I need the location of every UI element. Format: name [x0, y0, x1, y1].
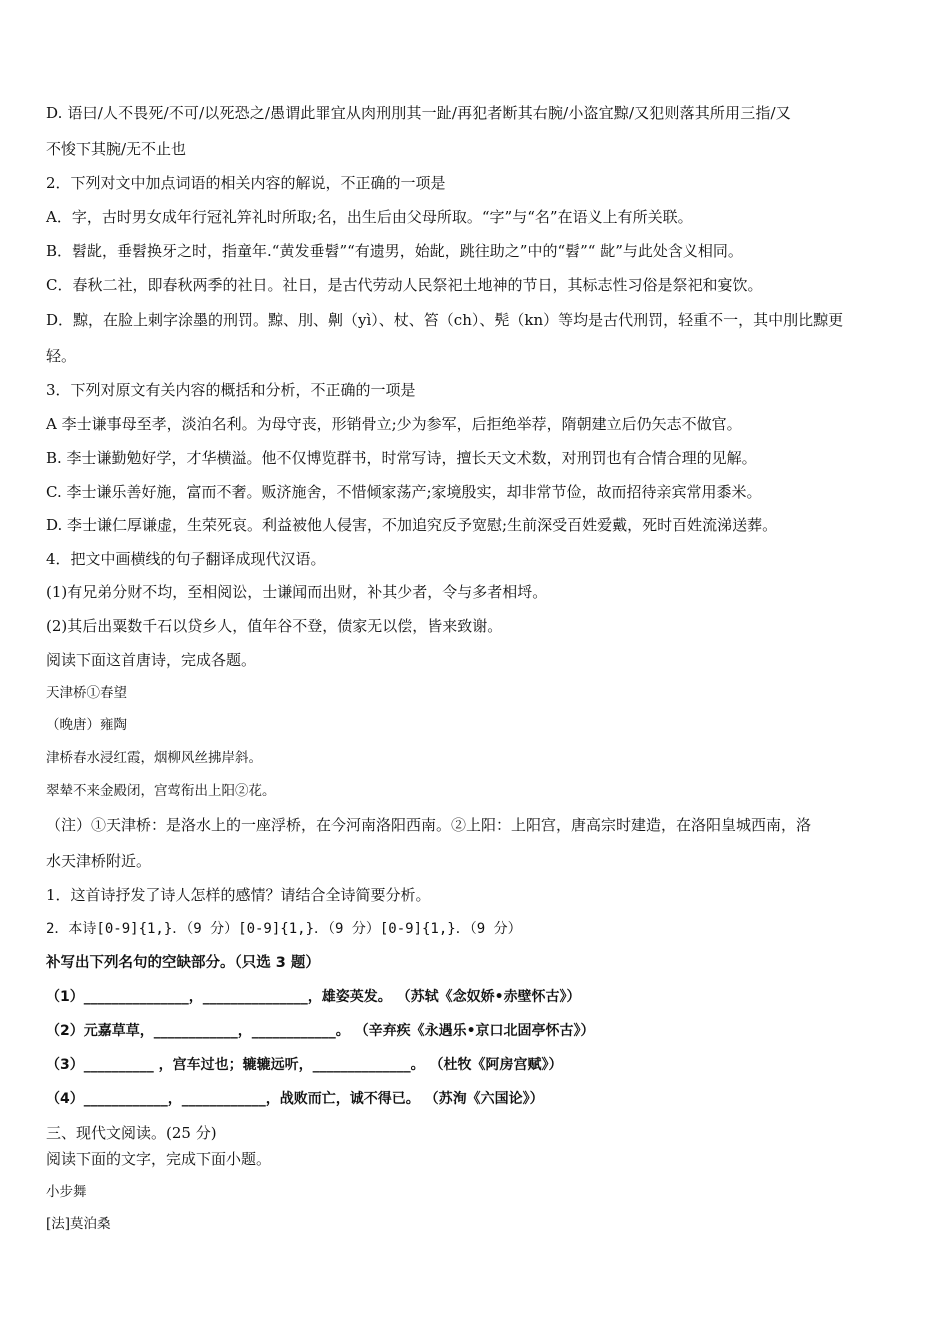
fill-in-item-4: （4）____________，____________，战败而亡，诚不得已。 （苏洵《六国论》） — [46, 1091, 544, 1107]
article-title: 小步舞 — [46, 1184, 87, 1200]
q2-option-d-line2: 轻。 — [46, 347, 77, 365]
poem-note-line2: 水天津桥附近。 — [46, 852, 152, 870]
q3-option-a: A 李士谦事母至孝，淡泊名利。为母守丧，形销骨立;少为参军，后拒绝举荐，隋朝建立后仍矢志不做官。 — [46, 415, 742, 433]
poem-instruction: 阅读下面这首唐诗，完成各题。 — [46, 651, 257, 669]
q2-option-d-line1: D．黥，在脸上刺字涂墨的刑罚。黥、刖、劓（yì）、杖、笞（ch）、髡（kn）等均是古代刑罚，轻重不一，其中刖比黥更 — [46, 311, 844, 329]
poem-line-1: 津桥春水浸红霞，烟柳风丝拂岸斜。 — [46, 750, 262, 766]
section-3-heading: 三、现代文阅读。(25 分) — [46, 1124, 217, 1142]
question-4-stem: 4．把文中画横线的句子翻译成现代汉语。 — [46, 550, 326, 568]
fill-in-item-2: （2）元嘉草草，____________，____________。 （辛弃疾《永遇乐•京口北固亭怀古》） — [46, 1023, 595, 1039]
poem-question-1: 1．这首诗抒发了诗人怎样的感情？请结合全诗简要分析。 — [46, 886, 431, 904]
q1-option-d-line1: D. 语曰/人不畏死/不可/以死恐之/愚谓此罪宜从肉刑刖其一趾/再犯者断其右腕/小盗宜黥/又犯则落其所用三指/又 — [46, 104, 791, 122]
poem-line-2: 翠辇不来金殿闭，宫莺衔出上阳②花。 — [46, 783, 276, 799]
fill-in-item-1: （1）_______________，_______________，雄姿英发。 （苏轼《念奴娇•赤壁怀古》） — [46, 989, 581, 1005]
fill-in-item-3: （3）__________ ，宫车过也；辘辘远听，______________。 （杜牧《阿房宫赋》） — [46, 1057, 563, 1073]
q4-sentence-2: (2)其后出粟数千石以贷乡人，值年谷不登，债家无以偿，皆来致谢。 — [46, 617, 503, 635]
article-author: [法]莫泊桑 — [46, 1216, 111, 1232]
q2-option-c: C．春秋二社，即春秋两季的社日。社日，是古代劳动人民祭祀土地神的节日，其标志性习俗是祭祀和宴饮。 — [46, 276, 763, 294]
poem-author: （晚唐）雍陶 — [46, 717, 127, 733]
poem-note-line1: （注）①天津桥：是洛水上的一座浮桥，在今河南洛阳西南。②上阳：上阳宫，唐高宗时建造，在洛阳皇城西南，洛 — [46, 816, 812, 834]
q2-option-a: A．字，古时男女成年行冠礼笄礼时所取;名，出生后由父母所取。“字”与“名”在语义上有所关联。 — [46, 208, 693, 226]
question-2-stem: 2．下列对文中加点词语的相关内容的解说，不正确的一项是 — [46, 174, 446, 192]
q1-option-d-line2: 不悛下其腕/无不止也 — [46, 140, 187, 158]
poem-title: 天津桥①春望 — [46, 685, 127, 701]
poem-question-2: 2．本诗[0-9]{1,}．（9 分）[0-9]{1,}．（9 分）[0-9]{1,}．（9 分） — [46, 921, 522, 937]
q3-option-c: C. 李士谦乐善好施，富而不奢。贩济施舍，不惜倾家荡产;家境殷实，却非常节俭，故而招待亲宾常用黍米。 — [46, 483, 762, 501]
reading-instruction: 阅读下面的文字，完成下面小题。 — [46, 1150, 272, 1168]
section-fill-in-heading: 补写出下列名句的空缺部分。（只选 3 题） — [46, 955, 320, 971]
q3-option-d: D. 李士谦仁厚谦虚，生荣死哀。利益被他人侵害，不加追究反予宽慰;生前深受百姓爱戴，死时百姓流涕送葬。 — [46, 516, 778, 534]
q4-sentence-1: (1)有兄弟分财不均，至相阅讼，士谦闻而出财，补其少者，令与多者相埒。 — [46, 583, 548, 601]
q2-option-b: B．髫龀，垂髫换牙之时，指童年.“黄发垂髫”“有遗男，始龀，跳往助之”中的“髫”“ 龀”与此处含义相同。 — [46, 242, 743, 260]
question-3-stem: 3．下列对原文有关内容的概括和分析，不正确的一项是 — [46, 381, 416, 399]
q3-option-b: B. 李士谦勤勉好学，才华横溢。他不仅博览群书，时常写诗，擅长天文术数，对刑罚也有合情合理的见解。 — [46, 449, 757, 467]
